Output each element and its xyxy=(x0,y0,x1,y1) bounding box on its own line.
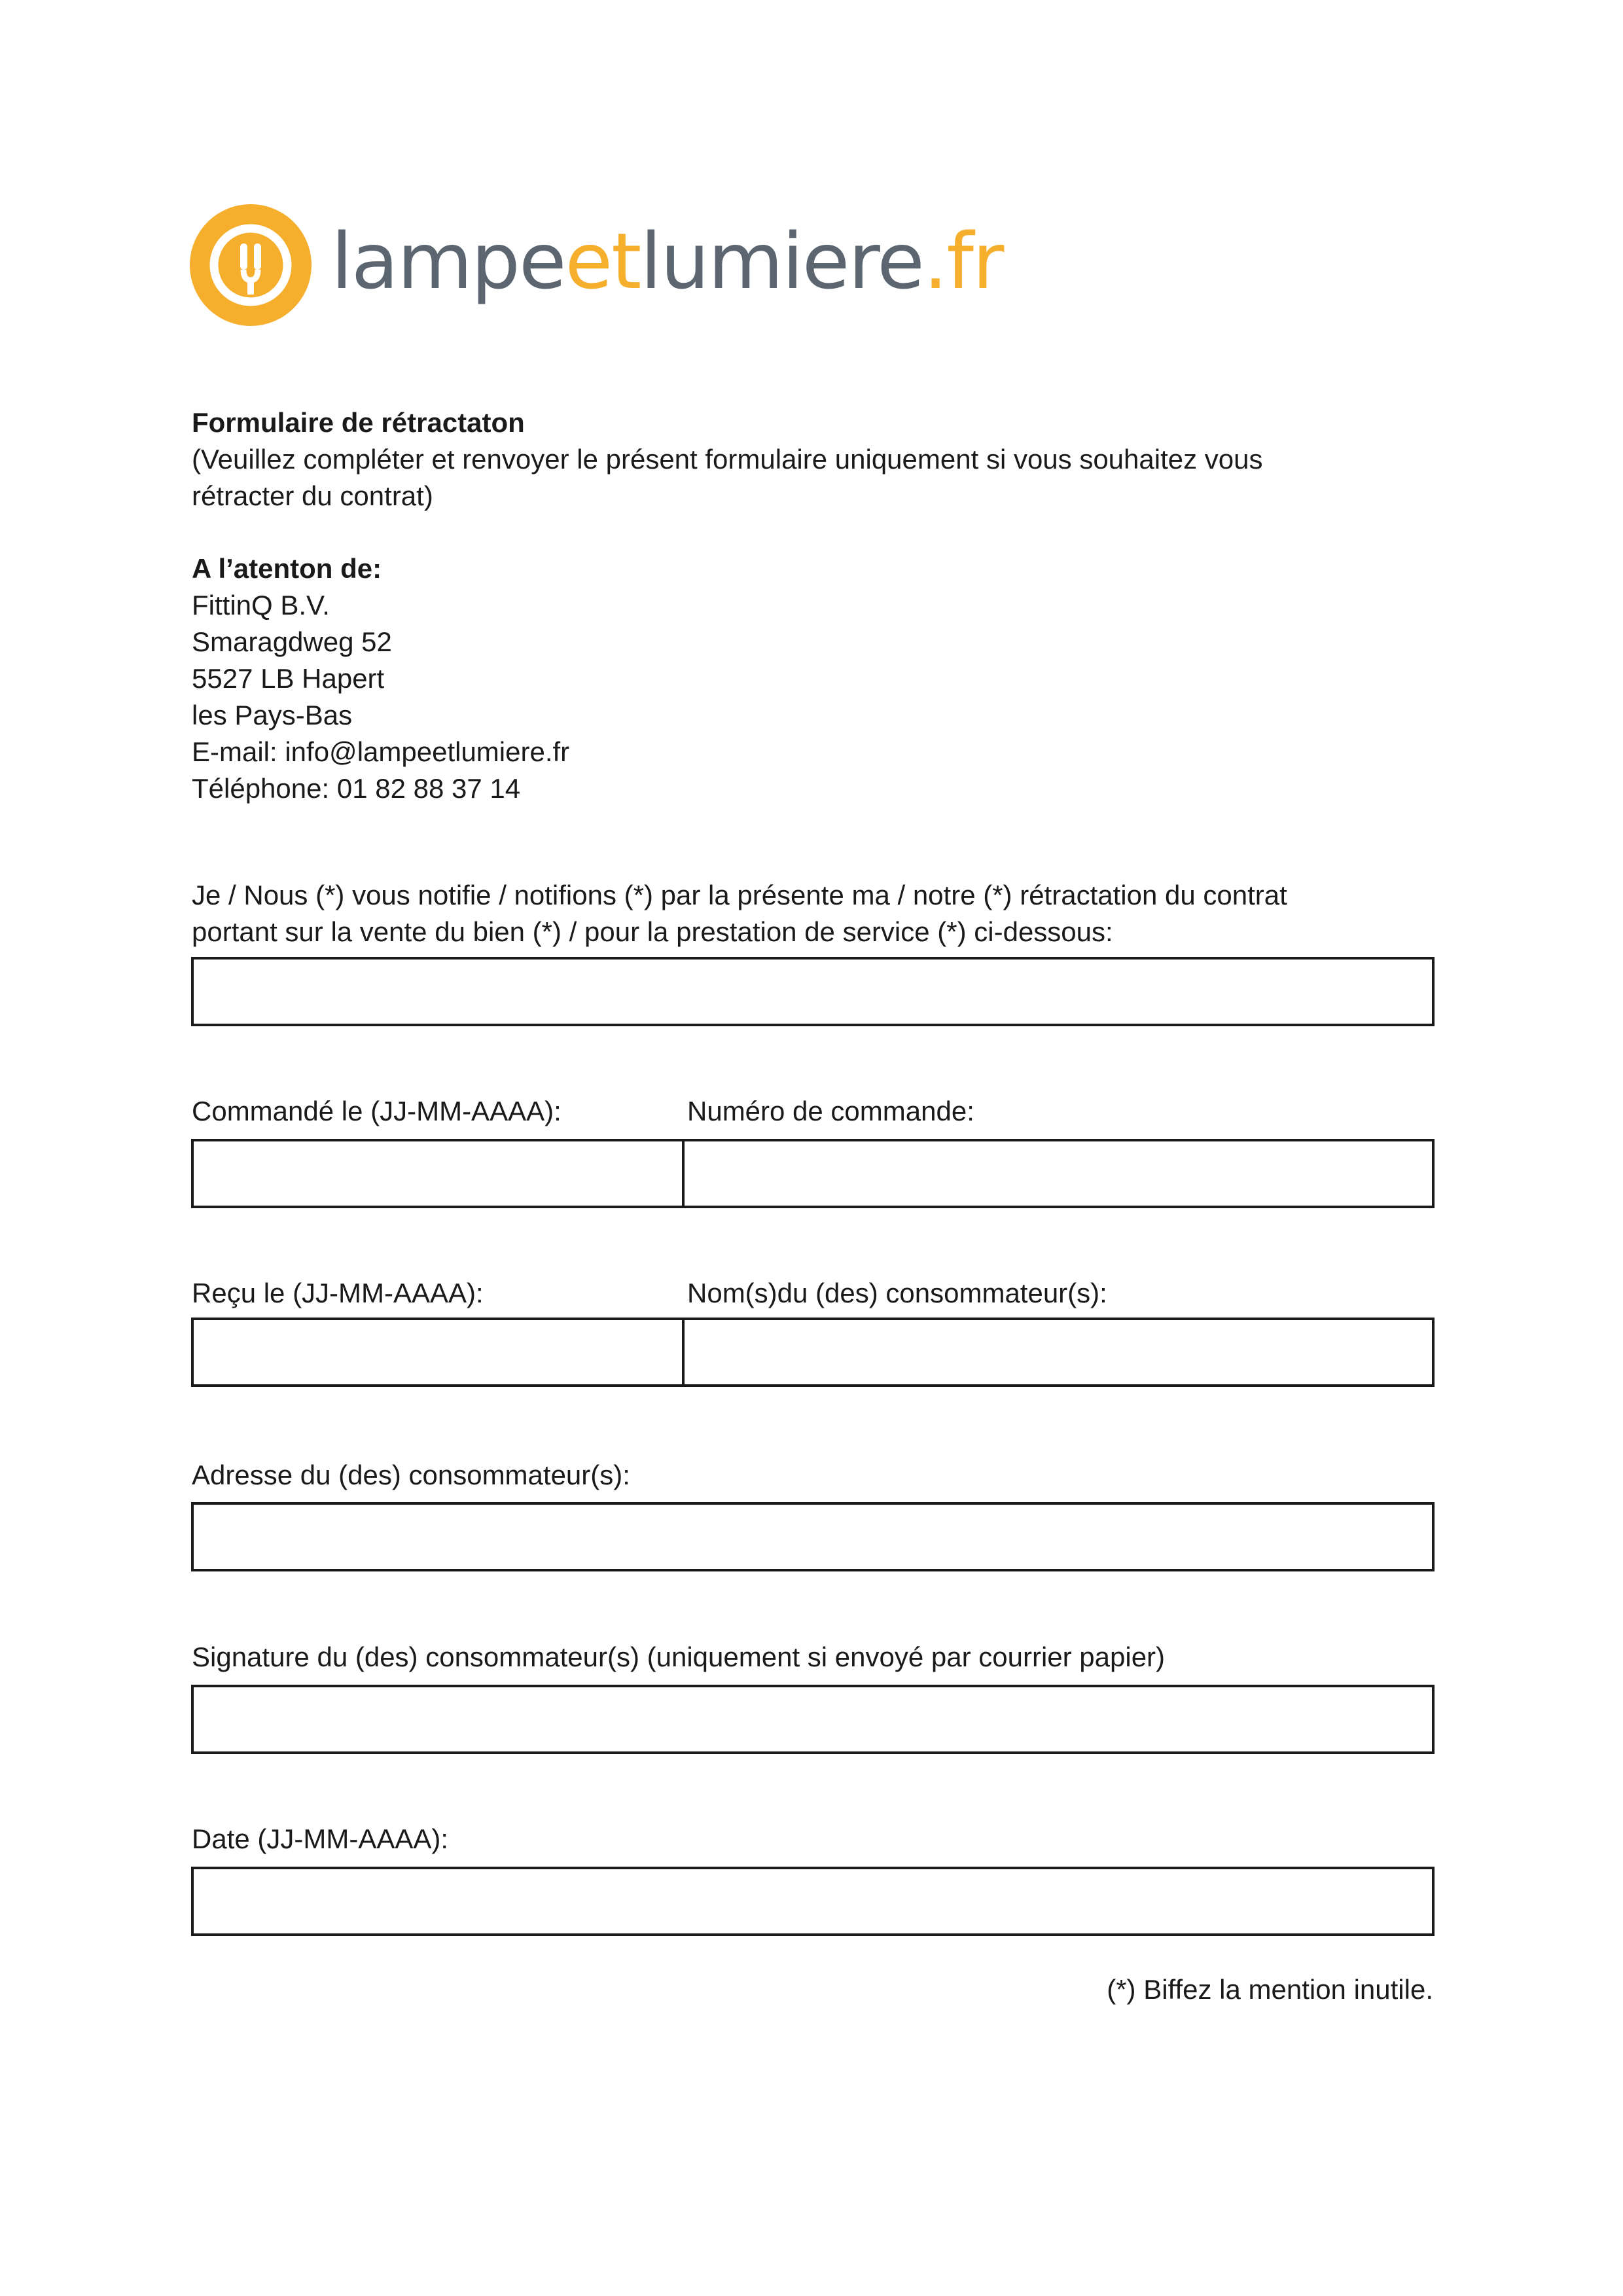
ordered-on-label: Commandé le (JJ-MM-AAAA): xyxy=(192,1096,562,1126)
footnote: (*) Biffez la mention inutile. xyxy=(1107,1974,1433,2005)
form-intro xyxy=(192,441,1263,514)
goods-services-field[interactable] xyxy=(191,957,1435,1026)
recipient-street: Smaragdweg 52 xyxy=(192,626,392,657)
recipient-company: FittinQ B.V. xyxy=(192,590,330,620)
recipient-phone: Téléphone: 01 82 88 37 14 xyxy=(192,773,521,804)
brand-word-lumiere: lumiere xyxy=(640,216,923,306)
form-intro-line-1: (Veuillez compléter et renvoyer le présent formulaire uniquement si vous souhaitez vous xyxy=(192,444,1263,475)
date-field[interactable] xyxy=(191,1867,1435,1936)
consumer-signature-label: Signature du (des) consommateur(s) (uniquement si envoyé par courrier papier) xyxy=(192,1641,1166,1672)
date-label: Date (JJ-MM-AAAA): xyxy=(192,1823,449,1854)
received-on-field[interactable] xyxy=(191,1318,685,1387)
attention-heading: A l’atenton de: xyxy=(192,553,382,584)
order-number-label: Numéro de commande: xyxy=(687,1096,974,1126)
recipient-city: 5527 LB Hapert xyxy=(192,663,385,694)
form-title: Formulaire de rétractaton xyxy=(192,407,525,438)
order-number-field[interactable] xyxy=(682,1139,1435,1208)
brand-logo xyxy=(190,203,1003,327)
brand-word-lampe: lampe xyxy=(331,216,565,306)
consumer-signature-field[interactable] xyxy=(191,1685,1435,1754)
brand-wordmark xyxy=(331,216,1003,306)
recipient-address xyxy=(192,587,569,807)
form-intro-line-2: rétracter du contrat) xyxy=(192,480,433,511)
recipient-email: E-mail: info@lampeetlumiere.fr xyxy=(192,736,570,767)
withdrawal-statement xyxy=(192,877,1287,950)
brand-word-et: et xyxy=(565,216,641,306)
power-plug-circle-icon xyxy=(190,204,312,326)
brand-word-tld: .fr xyxy=(923,216,1003,306)
consumer-names-label: Nom(s)du (des) consommateur(s): xyxy=(687,1278,1107,1308)
withdrawal-statement-line-1: Je / Nous (*) vous notifie / notifions (*) par la présente ma / notre (*) rétractation du contrat xyxy=(192,880,1287,910)
received-on-label: Reçu le (JJ-MM-AAAA): xyxy=(192,1278,484,1308)
consumer-address-field[interactable] xyxy=(191,1502,1435,1571)
consumer-address-label: Adresse du (des) consommateur(s): xyxy=(192,1460,630,1490)
consumer-names-field[interactable] xyxy=(682,1318,1435,1387)
withdrawal-statement-line-2: portant sur la vente du bien (*) / pour la prestation de service (*) ci-dessous: xyxy=(192,916,1113,947)
ordered-on-field[interactable] xyxy=(191,1139,685,1208)
recipient-country: les Pays-Bas xyxy=(192,700,353,730)
